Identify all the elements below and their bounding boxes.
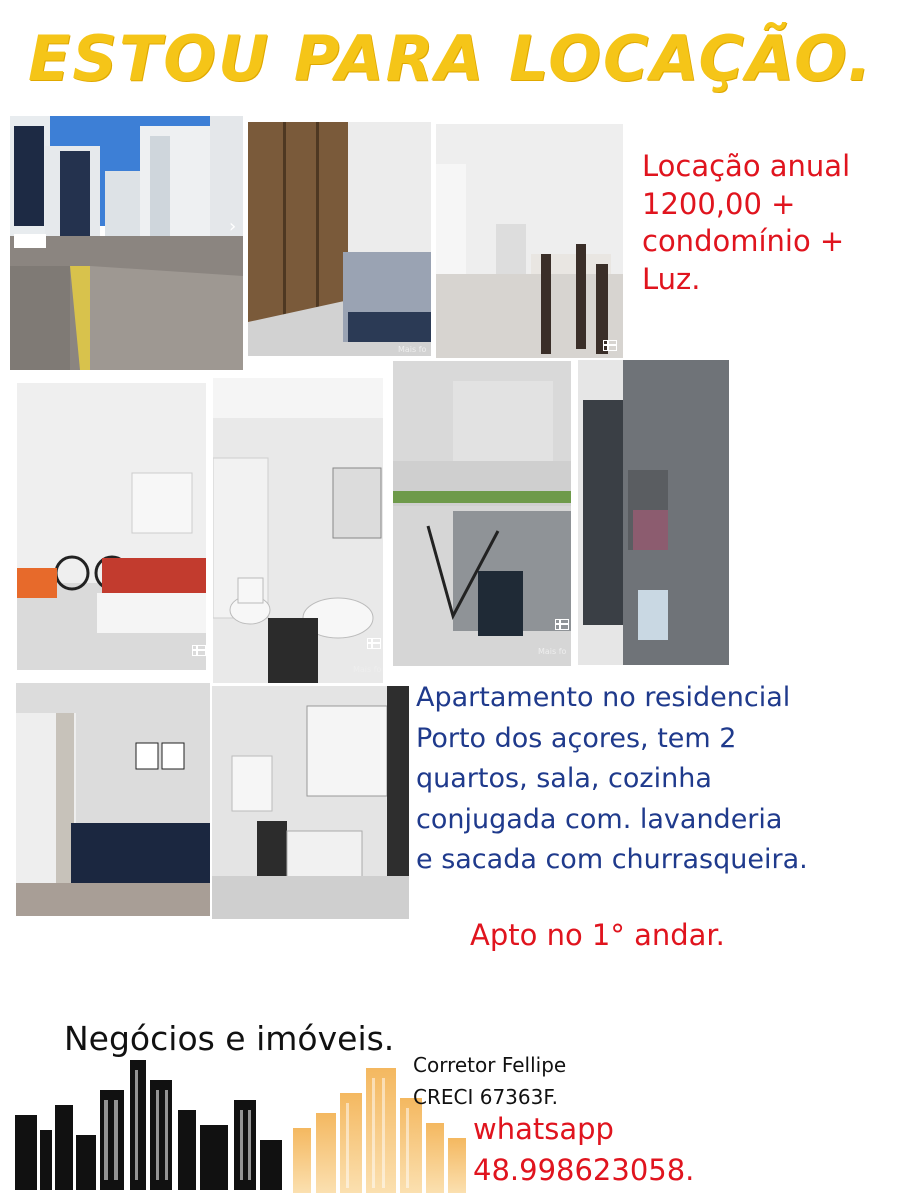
price-line-2: 1200,00 + [642, 186, 796, 221]
photo-living-room [16, 683, 210, 916]
photo-laundry-balcony [393, 361, 571, 666]
description-line-1: Apartamento no residencial [416, 682, 791, 713]
broker-creci: CRECI 67363F. [413, 1085, 558, 1109]
whatsapp-label: whatsapp [473, 1112, 614, 1146]
business-name: Negócios e imóveis. [64, 1019, 395, 1058]
description-line-3: quartos, sala, cozinha [416, 763, 712, 794]
photo-barbecue-grill [578, 360, 729, 665]
price-line-3: condomínio + [642, 224, 845, 259]
whatsapp-block [473, 1109, 694, 1190]
whatsapp-phone[interactable]: 48.998623058. [473, 1152, 695, 1187]
floor-note: Apto no 1° andar. [470, 918, 725, 952]
description-block [416, 678, 808, 881]
description-line-2: Porto dos açores, tem 2 [416, 722, 737, 754]
city-skyline-black [10, 1055, 285, 1190]
more-photos-label: Mais fo [398, 345, 427, 354]
photo-bedroom-wardrobe [248, 122, 431, 356]
description-line-5: e sacada com churrasqueira. [416, 844, 808, 875]
price-line-4: Luz. [642, 262, 701, 297]
gallery-icon[interactable] [603, 340, 617, 351]
gallery-icon[interactable] [555, 619, 569, 630]
photo-kitchen [212, 686, 409, 919]
photo-building-exterior [10, 116, 243, 370]
gallery-icon[interactable] [192, 645, 206, 656]
more-photos-label: Mais fo [538, 647, 567, 656]
broker-name: Corretor Fellipe [413, 1053, 567, 1077]
contact-block [413, 1049, 566, 1113]
chevron-right-icon[interactable]: › [229, 216, 237, 237]
headline: ESTOU PARA LOCAÇÃO. [27, 22, 874, 95]
gallery-icon[interactable] [367, 638, 381, 649]
photo-bathroom [213, 378, 383, 683]
price-block [642, 148, 850, 299]
price-line-1: Locação anual [642, 149, 851, 183]
photo-bedroom-bicycle [17, 383, 206, 670]
description-line-4: conjugada com. lavanderia [416, 803, 783, 835]
photo-kitchen-dining [436, 124, 623, 358]
more-photos-label: Mais fo [353, 665, 382, 674]
